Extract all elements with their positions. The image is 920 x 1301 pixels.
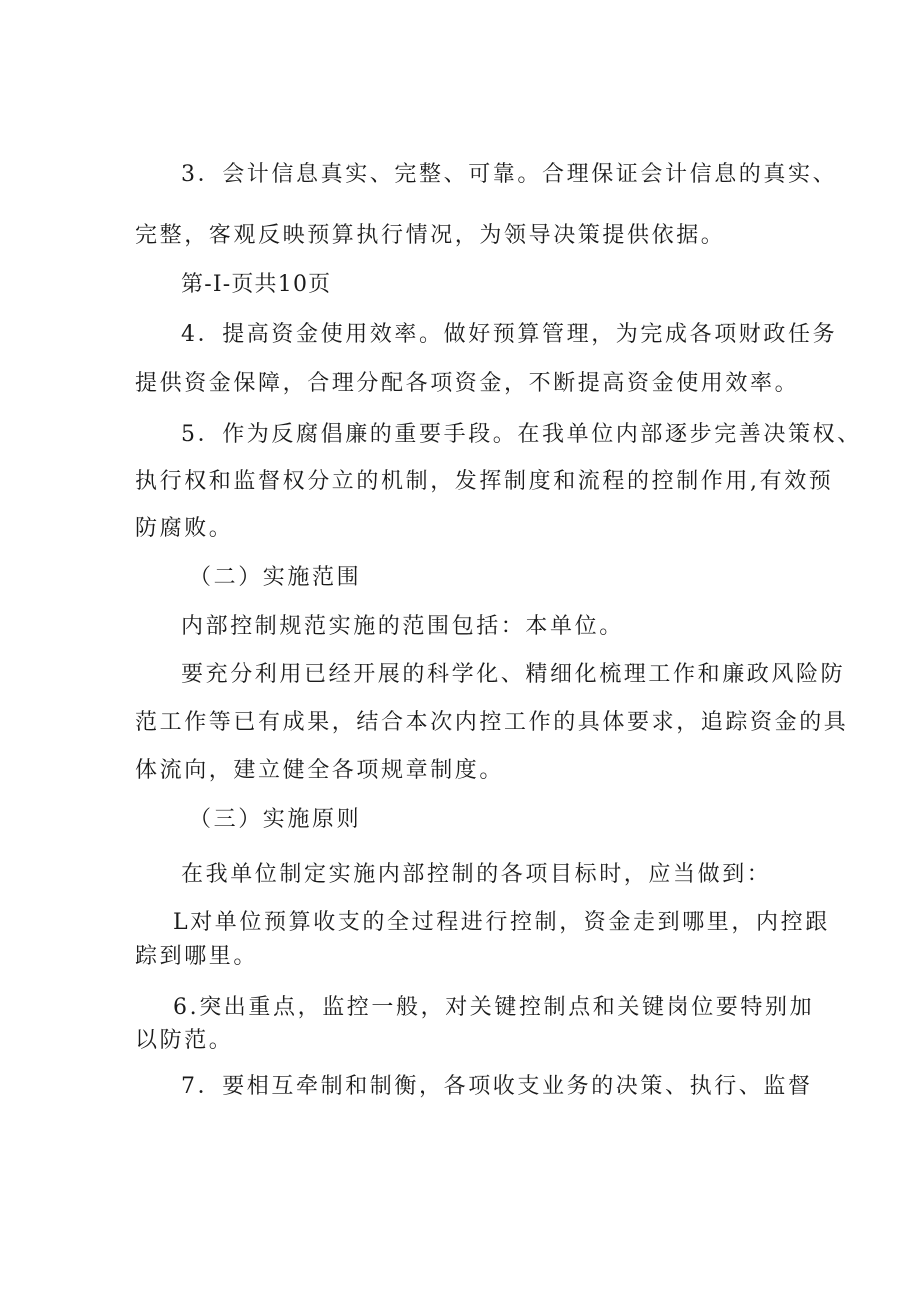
item5-line3: 防腐败。: [135, 516, 234, 541]
item3-line1: 3．会计信息真实、完整、可靠。合理保证会计信息的真实、: [181, 162, 838, 187]
section2-para2-line1: 要充分利用已经开展的科学化、精细化梳理工作和廉政风险防: [181, 662, 846, 687]
section2-para2-line2: 范工作等已有成果，结合本次内控工作的具体要求，追踪资金的具: [135, 710, 849, 735]
section3-itemL-line1: L对单位预算收支的全过程进行控制，资金走到哪里，内控跟: [173, 910, 830, 935]
item3-line2: 完整，客观反映预算执行情况，为领导决策提供依据。: [135, 223, 726, 248]
page-footer: 第-I-页共10页: [181, 272, 332, 297]
section3-itemL-line2: 踪到哪里。: [135, 944, 259, 969]
section2-heading: （二）实施范围: [189, 565, 362, 590]
section2-para1: 内部控制规范实施的范围包括：本单位。: [181, 614, 624, 639]
section3-item6-line2: 以防范。: [135, 1028, 234, 1053]
section3-intro: 在我单位制定实施内部控制的各项目标时，应当做到：: [181, 862, 772, 887]
section3-item6-line1: 6.突出重点，监控一般，对关键控制点和关键岗位要特别加: [173, 995, 815, 1020]
item4-line2: 提供资金保障，合理分配各项资金，不断提高资金使用效率。: [135, 371, 800, 396]
item5-line2: 执行权和监督权分立的机制，发挥制度和流程的控制作用,有效预: [135, 469, 834, 494]
section2-para2-line3: 体流向，建立健全各项规章制度。: [135, 758, 505, 783]
section3-heading: （三）实施原则: [189, 807, 362, 832]
section3-item7-line1: 7．要相互牵制和制衡，各项收支业务的决策、执行、监督: [181, 1074, 813, 1099]
item5-line1: 5．作为反腐倡廉的重要手段。在我单位内部逐步完善决策权、: [181, 422, 862, 447]
item4-line1: 4．提高资金使用效率。做好预算管理，为完成各项财政任务: [181, 322, 838, 347]
